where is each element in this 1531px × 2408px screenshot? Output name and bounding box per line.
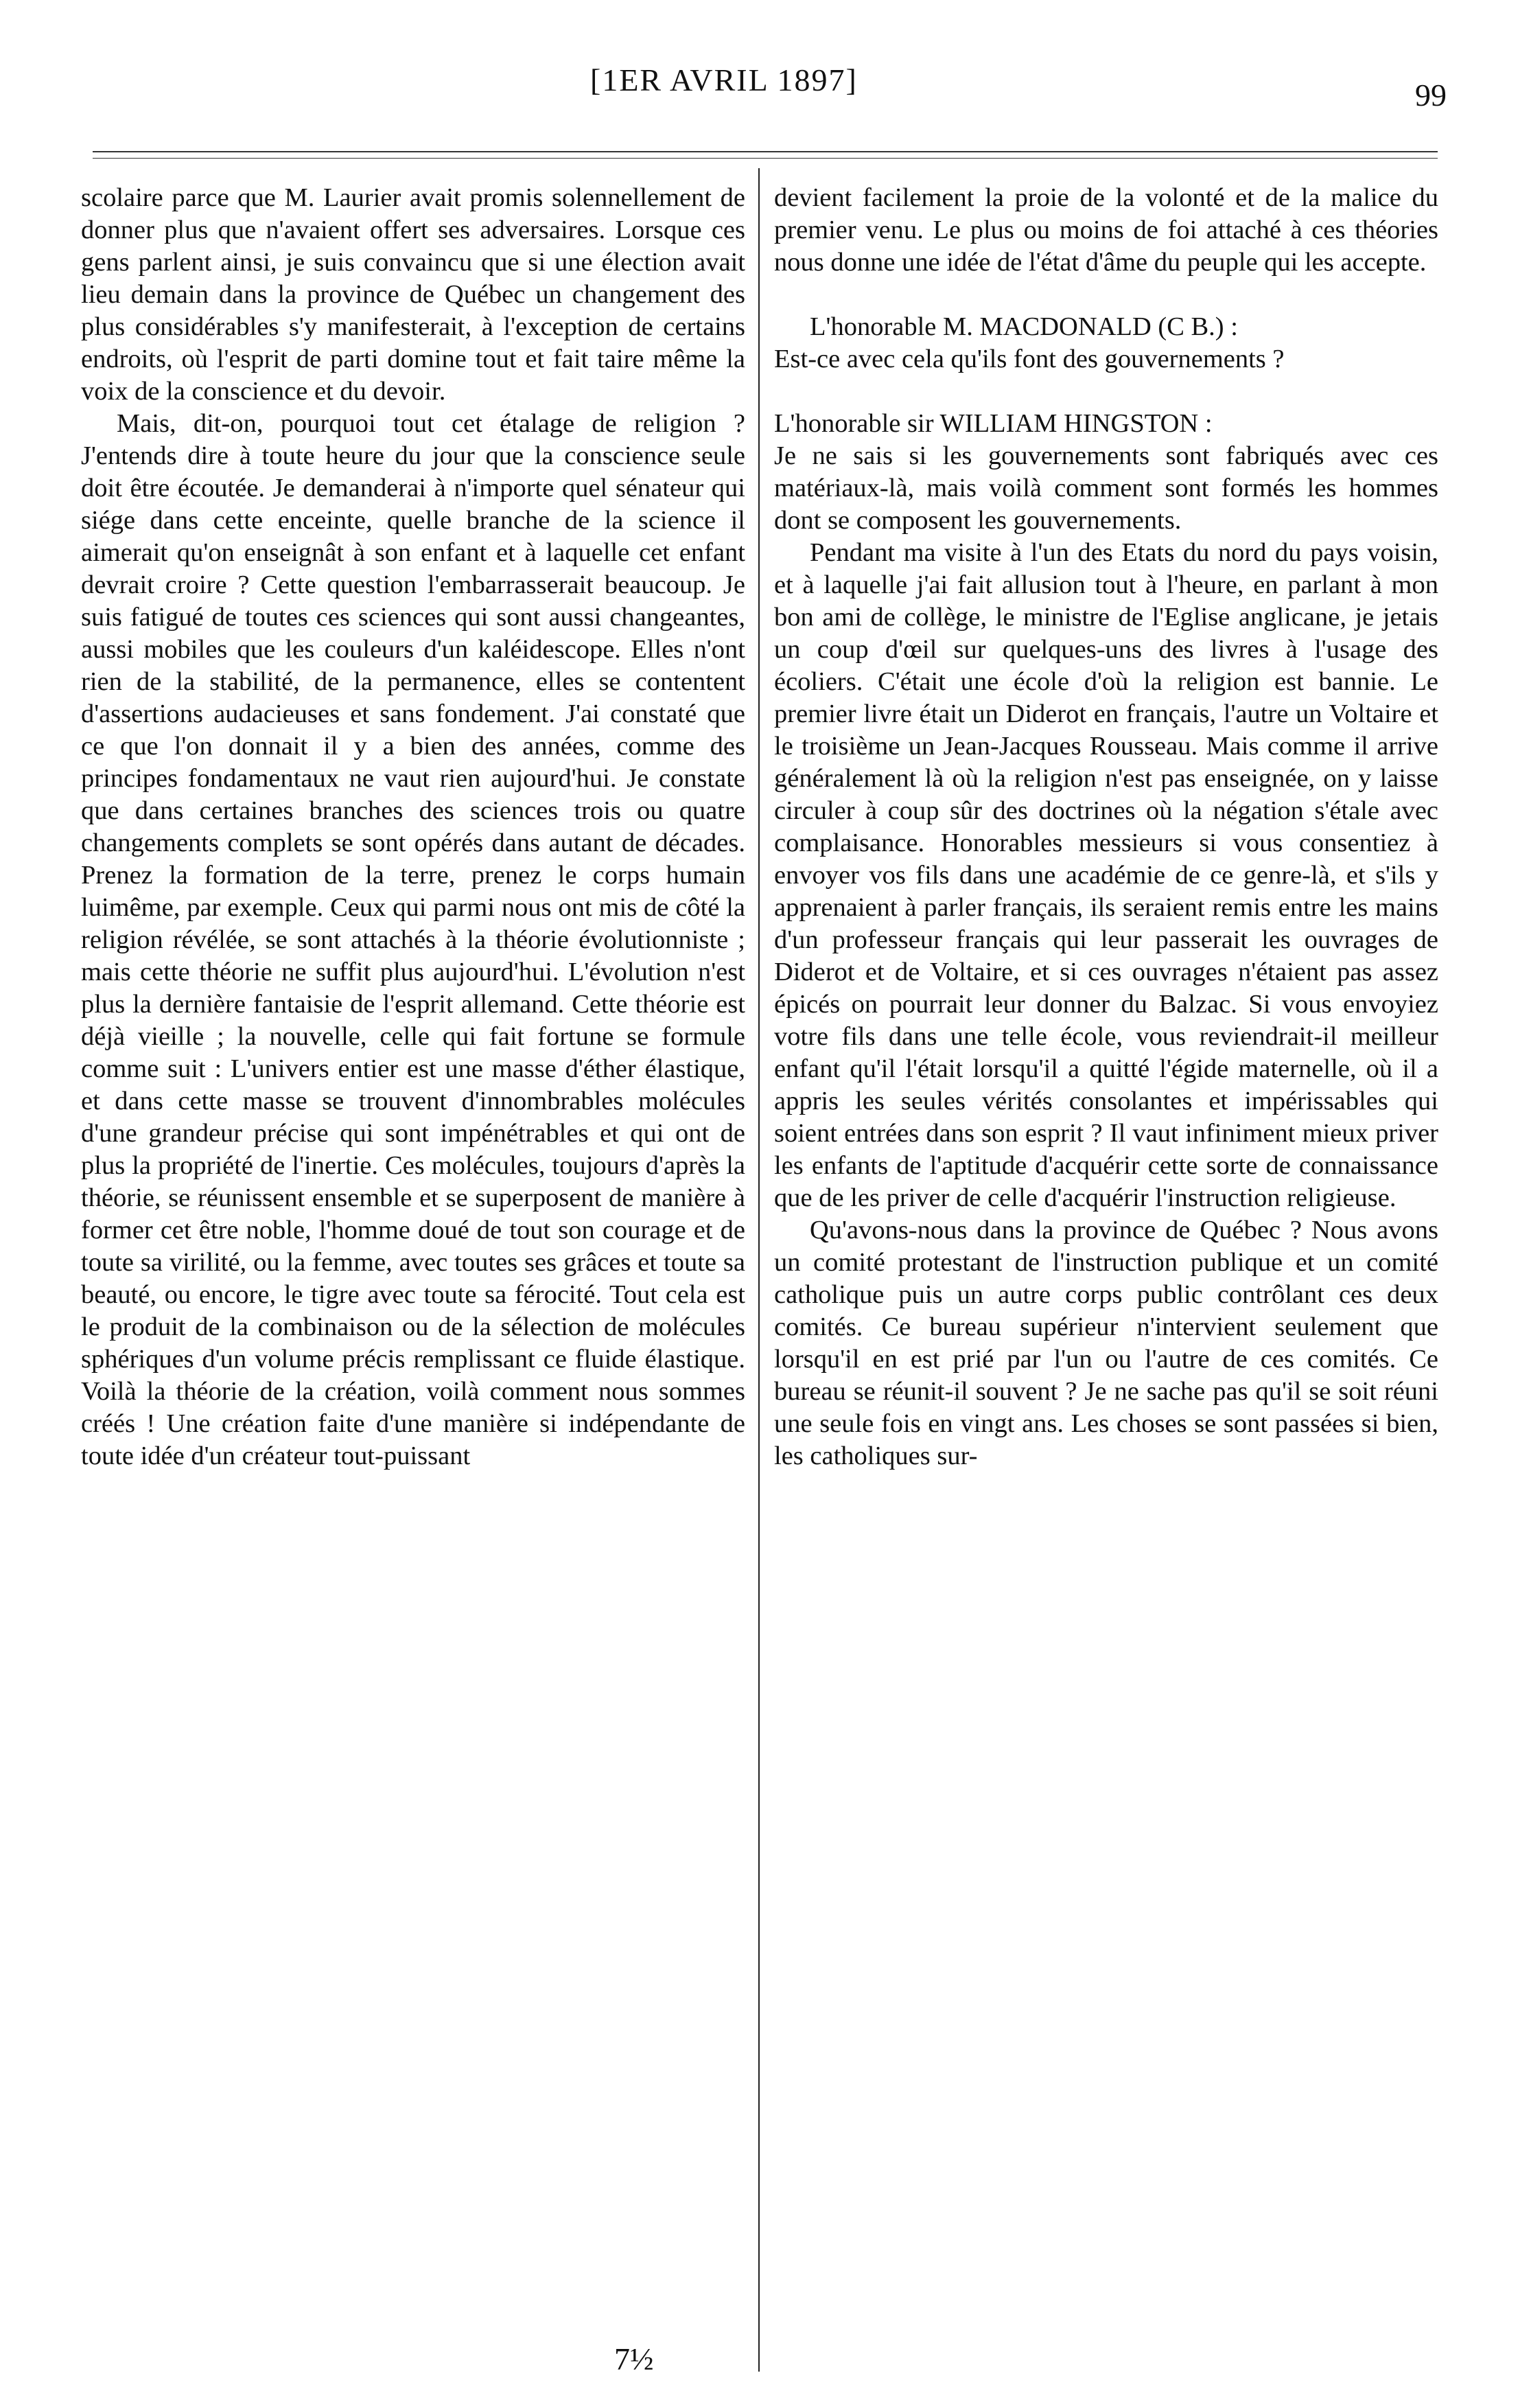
speaker-heading: L'honorable sir WILLIAM HINGSTON :: [774, 409, 1213, 438]
paragraph: Pendant ma visite à l'un des Etats du nord du pays voisin, et à laquelle j'ai fait allusion tout à l'heure, en parlant à mon bon ami de collège, le ministre de l'Eglise anglicane, je jetais un coup d'œil sur quelques-uns des livres à l'usage des écoliers. C'était une école d'où la religion est bannie. Le premier livre était un Diderot en français, l'autre un Voltaire et le troisième un Jean-Jacques Rousseau. Mais comme il arrive généralement là où la religion n'est pas enseignée, on y laisse circuler à coup sûr des doctrines où la négation s'étale avec complaisance. Honorables messieurs si vous consentiez à envoyer vos fils dans une académie de ce genre-là, et s'ils y apprenaient à parler français, ils seraient remis entre les mains d'un professeur français qui leur passerait les ouvrages de Diderot et de Voltaire, et si ces ouvrages n'étaient pas assez épicés on pourrait leur donner du Balzac. Si vous envoyiez votre fils dans une telle école, vous reviendrait-il meilleur enfant qu'il l'était lorsqu'il a quitté l'égide maternelle, où il a appris les seules vérités consolantes et impérissables qui soient entrées dans son esprit ? Il vaut infiniment mieux priver les enfants de l'aptitude d'acquérir cette sorte de connaissance que de les priver de celle d'acquérir l'instruction religieuse.: [774, 538, 1438, 1212]
paragraph: devient facilement la proie de la volonté et de la malice du premier venu. Le plus ou moins de foi attaché à ces théories nous donne une idée de l'état d'âme du peuple qui les accepte.: [774, 183, 1438, 277]
running-head: [1ER AVRIL 1897]: [590, 62, 858, 97]
paragraph: scolaire parce que M. Laurier avait promis solennellement de donner plus que n'avaient offert ses adversaires. Lorsque ces gens parlent ainsi, je suis convaincu que si une élection avait lieu demain dans la province de Québec un changement des plus considérables s'y manifesterait, à l'exception de certains endroits, où l'esprit de parti domine tout et fait taire même la voix de la conscience et du devoir.: [81, 183, 745, 406]
signature-mark: 7½: [614, 2341, 654, 2376]
header-rule-thin: [93, 158, 1438, 159]
paragraph: Mais, dit-on, pourquoi tout cet étalage de religion ? J'entends dire à toute heure du jour que la conscience seule doit être écoutée. Je demanderai à n'importe quel sénateur qui siége dans cette enceinte, quelle branche de la science il aimerait qu'on enseignât à son enfant et à laquelle cet enfant devrait croire ? Cette question l'embarrasserait beaucoup. Je suis fatigué de toutes ces sciences qui sont aussi changeantes, aussi mobiles que les couleurs d'un kaléidescope. Elles n'ont rien de la stabilité, de la permanence, elles se contentent d'assertions audacieuses et sans fondement. J'ai constaté que ce que l'on donnait il y a bien des années, comme des principes fondamentaux ne vaut rien aujourd'hui. Je constate que dans certaines branches des sciences trois ou quatre changements complets se sont opérés dans autant de décades. Prenez la formation de la terre, prenez le corps humain luimême, par exemple. Ceux qui parmi nous ont mis de côté la religion révélée, se sont attachés à la théorie évolutionniste ; mais cette théorie ne suffit plus aujourd'hui. L'évolution n'est plus la dernière fantaisie de l'esprit allemand. Cette théorie est déjà vieille ; la nouvelle, celle qui fait fortune se formule comme suit : L'univers entier est une masse d'éther élastique, et dans cette masse se trouvent d'innombrables molécules d'une grandeur précise qui sont impénétrables et qui ont de plus la propriété de l'inertie. Ces molécules, toujours d'après la théorie, se réunissent ensemble et se superposent de manière à former cet être noble, l'homme doué de tout son courage et de toute sa virilité, ou la femme, avec toutes ses grâces et toute sa beauté, ou encore, le tigre avec toute sa férocité. Tout cela est le produit de la combinaison ou de la sélection de molécules sphériques d'un volume précis remplissant ce fluide élastique. Voilà la théorie de la création, voilà comment nous sommes créés ! Une création faite d'une manière si indépendante de toute idée d'un créateur tout-puissant: [81, 409, 745, 1470]
left-column: [81, 182, 745, 1472]
right-column: [774, 182, 1438, 1472]
speaker-heading: L'honorable M. MACDONALD (C B.) :: [810, 312, 1238, 341]
column-divider: [758, 168, 760, 2372]
paragraph: Est-ce avec cela qu'ils font des gouvernements ?: [774, 345, 1285, 373]
paragraph: Qu'avons-nous dans la province de Québec ? Nous avons un comité protestant de l'instruction publique et un comité catholique puis un autre corps public contrôlant ces deux comités. Ce bureau supérieur n'intervient seulement que lorsqu'il en est prié par l'un ou l'autre de ces comités. Ce bureau se réunit-il souvent ? Je ne sache pas qu'il se soit réuni une seule fois en vingt ans. Les choses se sont passées si bien, les catholiques sur-: [774, 1216, 1438, 1470]
paragraph: Je ne sais si les gouvernements sont fabriqués avec ces matériaux-là, mais voilà comment sont formés les hommes dont se composent les gouvernements.: [774, 441, 1438, 535]
header-rule: [93, 151, 1438, 152]
page-number: 99: [1415, 78, 1447, 113]
